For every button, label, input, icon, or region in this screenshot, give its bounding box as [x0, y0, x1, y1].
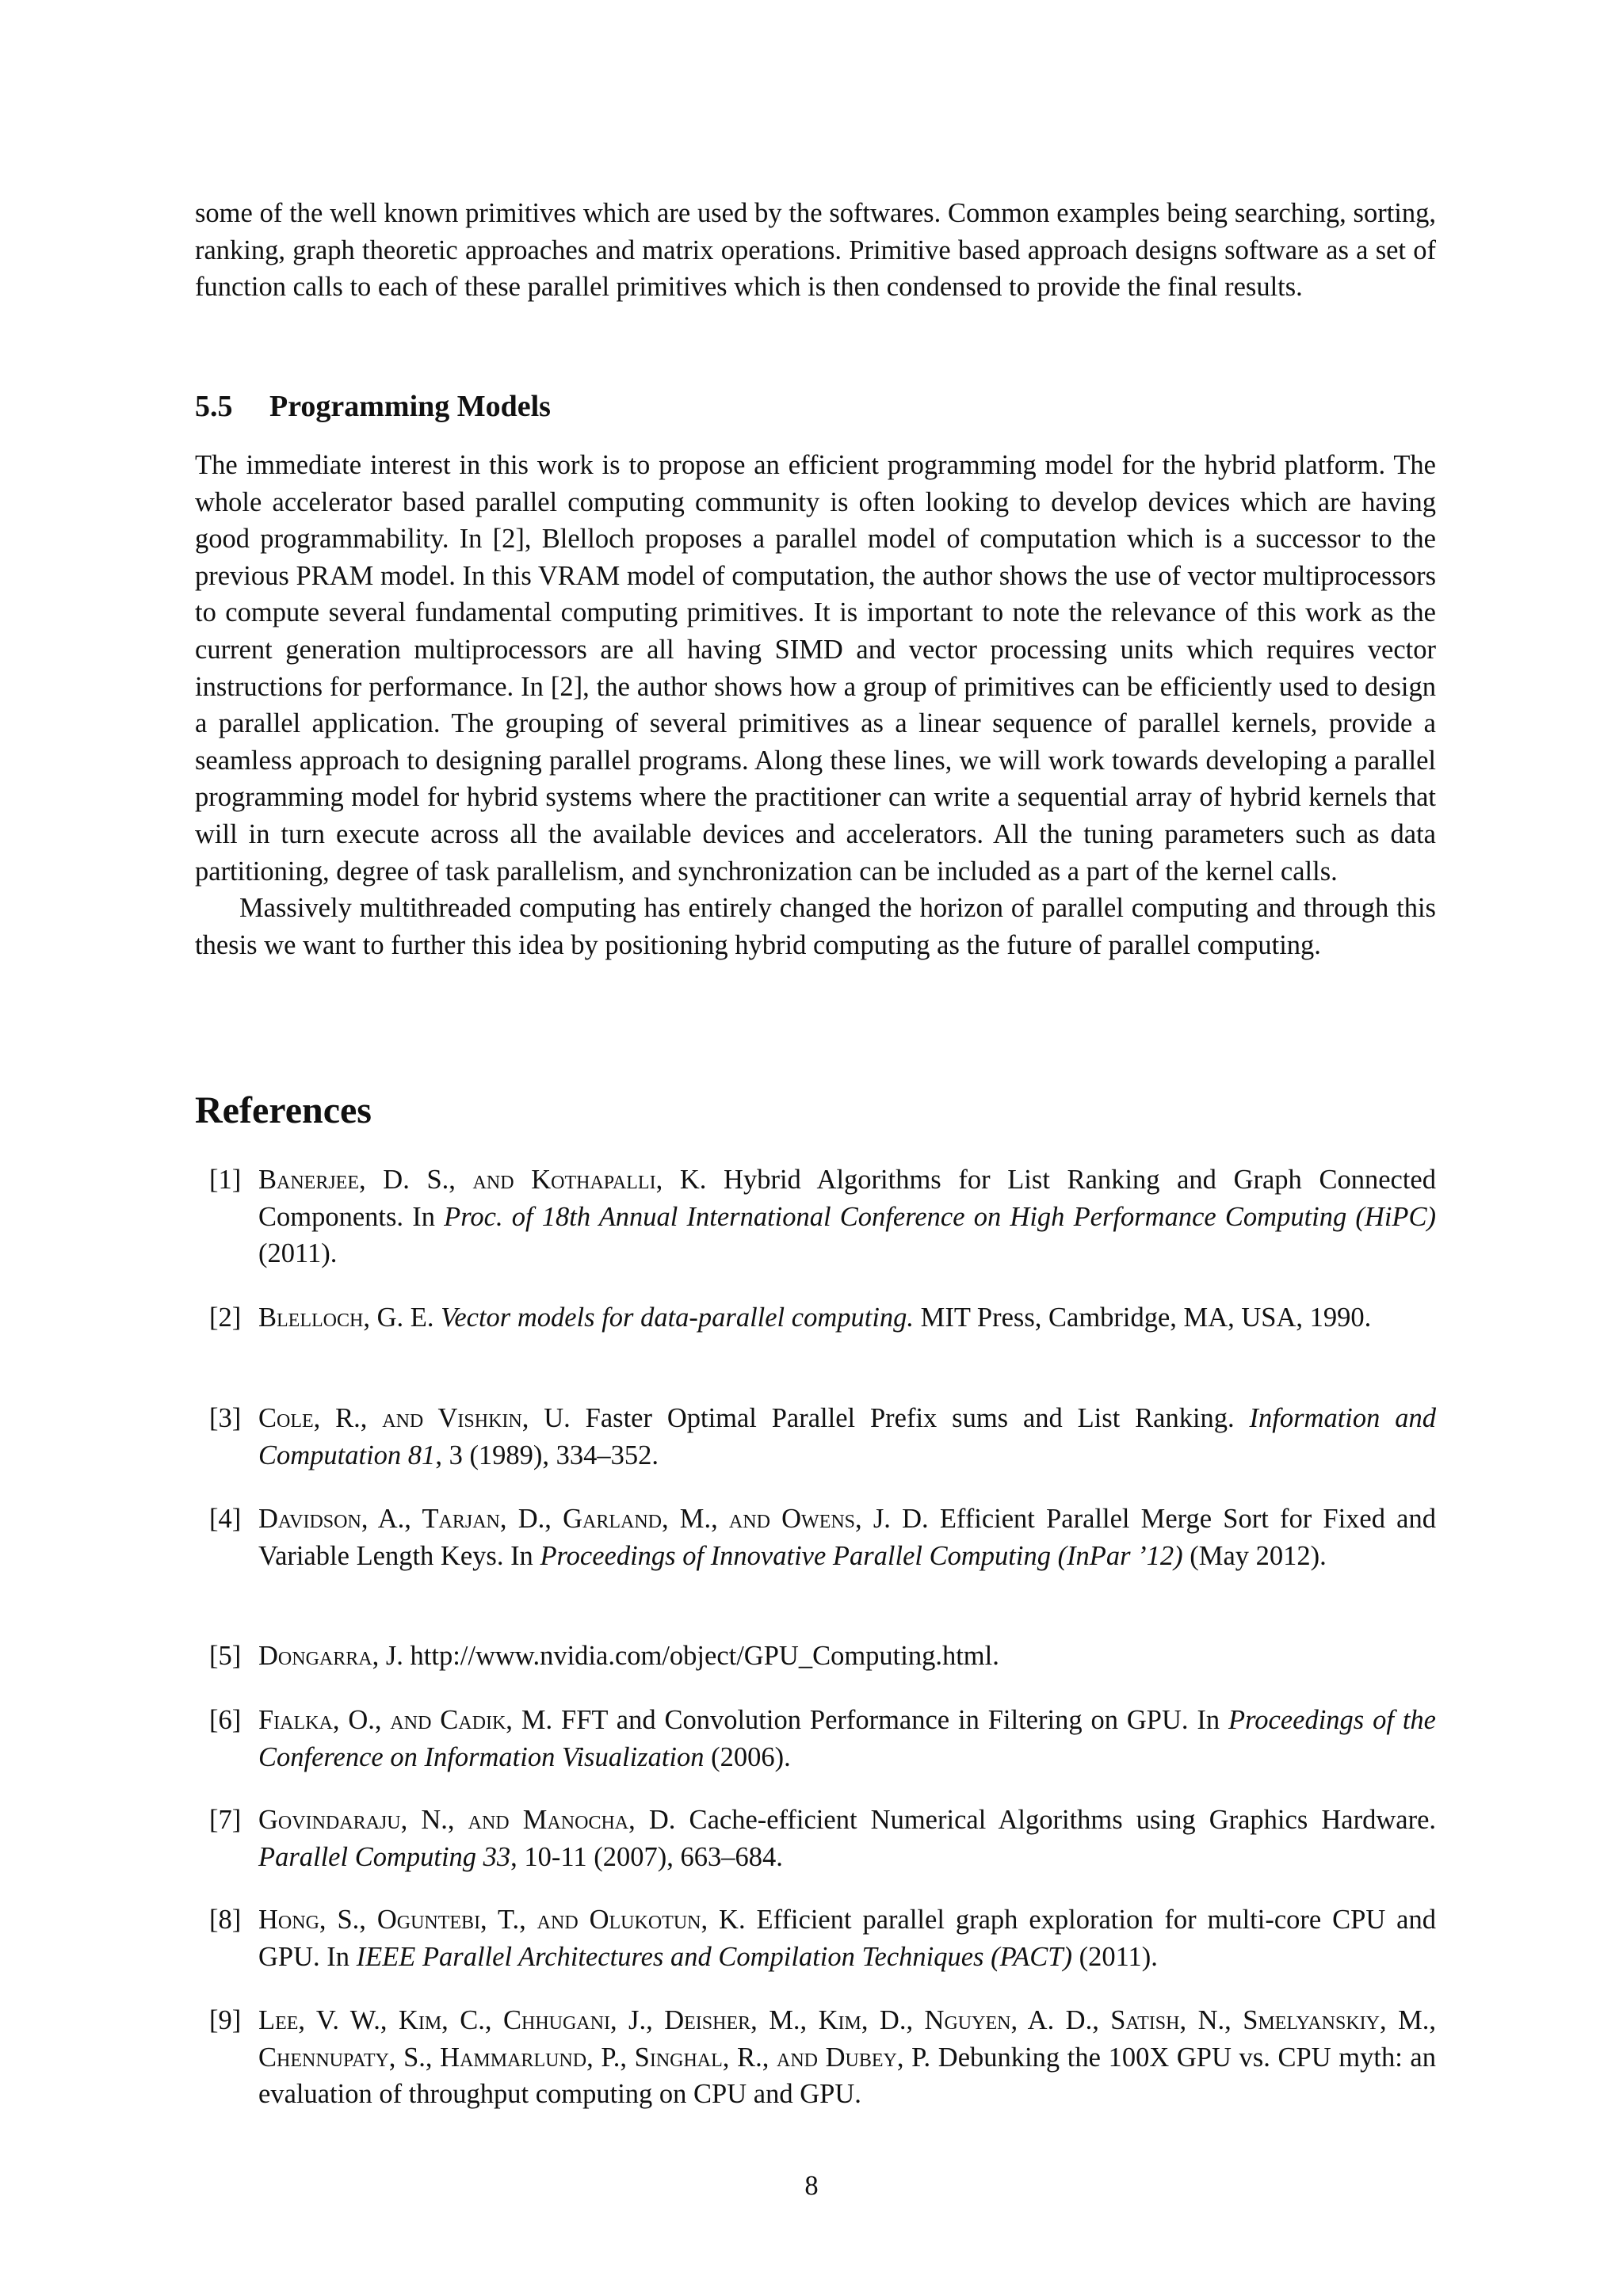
reference-details: , 10-11 (2007), 663–684. [510, 1841, 783, 1872]
reference-details: , 3 (1989), 334–352. [435, 1440, 659, 1470]
reference-7 [195, 1802, 1436, 1875]
reference-label: [6] [209, 1705, 242, 1735]
reference-label: [2] [209, 1302, 242, 1333]
reference-label: [7] [209, 1805, 242, 1835]
section-paragraph-1: The immediate interest in this work is to propose an efficient programming model for the hybrid platform. The whole accelerator based parallel computing community is often looking to develop devices which are having good programmability. In [2], Blelloch proposes a parallel model of computation which is a successor to the previous PRAM model. In this VRAM model of computation, the author shows the use of vector multiprocessors to compute several fundamental computing primitives. It is important to note the relevance of this work as the current generation multiprocessors are all having SIMD and vector processing units which requires vector instructions for performance. In [2], the author shows how a group of primitives can be efficiently used to design a parallel application. The grouping of several primitives as a linear sequence of parallel kernels, provide a seamless approach to designing parallel programs. Along these lines, we will work towards developing a parallel programming model for hybrid systems where the practitioner can write a sequential array of hybrid kernels that will in turn execute across all the available devices and accelerators. All the tuning parameters such as data partitioning, degree of task parallelism, and synchronization can be included as a part of the kernel calls. [195, 450, 1436, 887]
reference-8 [195, 1901, 1436, 1975]
reference-title: Hybrid Algorithms for List Ranking and Graph Connected Components. In [258, 1165, 1436, 1232]
reference-venue: Proceedings of the Conference on Information Visualization [258, 1705, 1436, 1772]
reference-venue: Parallel Computing 33 [258, 1841, 511, 1872]
reference-title [433, 1302, 441, 1333]
intro-paragraph-block [195, 195, 1436, 306]
reference-title: Efficient Parallel Merge Sort for Fixed and Variable Length Keys. In [258, 1504, 1436, 1571]
reference-details: (May 2012). [1182, 1540, 1327, 1571]
reference-title: Debunking the 100X GPU vs. CPU myth: an evaluation of throughput computing on CPU and GPU. [258, 2042, 1436, 2110]
reference-label: [3] [209, 1403, 242, 1433]
section-title: Programming Models [269, 390, 551, 423]
reference-details: (2011). [1071, 1941, 1158, 1972]
reference-text [258, 1161, 1436, 1272]
reference-title: Efficient parallel graph exploration for multi-core CPU and GPU. In [258, 1905, 1436, 1972]
reference-text [258, 1638, 1436, 1675]
reference-text [258, 1901, 1436, 1975]
section-paragraph-2: Massively multithreaded computing has entirely changed the horizon of parallel computing and through this thesis we want to further this idea by positioning hybrid computing as the future of parallel computing. [195, 893, 1436, 960]
reference-text [258, 1702, 1436, 1775]
reference-title: Cache-efficient Numerical Algorithms using Graphics Hardware. [675, 1805, 1437, 1835]
reference-title: Faster Optimal Parallel Prefix sums and List Ranking. [570, 1403, 1250, 1433]
reference-authors: Govindaraju, N., and Manocha, D. [258, 1805, 676, 1835]
section-body [195, 447, 1436, 963]
reference-authors: Cole, R., and Vishkin, U. [258, 1403, 571, 1433]
reference-venue: Proceedings of Innovative Parallel Computing (InPar ’12) [540, 1540, 1183, 1571]
reference-details: MIT Press, Cambridge, MA, USA, 1990. [914, 1302, 1372, 1333]
reference-details: (2006). [704, 1741, 791, 1772]
reference-text [258, 1802, 1436, 1875]
intro-paragraph: some of the well known primitives which are used by the softwares. Common examples being searching, sorting, ranking, graph theoretic approaches and matrix operations. Primitive based approach designs software as a set of function calls to each of these parallel primitives which is then condensed to provide the final results. [195, 198, 1436, 303]
reference-label: [5] [209, 1641, 242, 1671]
section-number: 5.5 [195, 390, 233, 423]
reference-9 [195, 2002, 1436, 2113]
reference-text [258, 1299, 1436, 1337]
references-heading: References [195, 1089, 372, 1131]
reference-label: [1] [209, 1165, 242, 1195]
page-number: 8 [804, 2171, 819, 2201]
section-heading [195, 388, 551, 425]
reference-label: [9] [209, 2005, 242, 2035]
reference-venue: Proc. of 18th Annual International Conference on High Performance Computing (HiPC) [444, 1201, 1436, 1232]
reference-title: http://www.nvidia.com/object/GPU_Computing.html. [403, 1641, 999, 1671]
reference-details: (2011). [258, 1238, 338, 1269]
reference-authors: Dongarra, J. [258, 1641, 403, 1671]
reference-authors: Fialka, O., and Cadik, M. [258, 1705, 553, 1735]
reference-2 [195, 1299, 1436, 1337]
reference-1 [195, 1161, 1436, 1272]
reference-text [258, 1400, 1436, 1474]
reference-6 [195, 1702, 1436, 1775]
reference-label: [8] [209, 1905, 242, 1935]
reference-title: FFT and Convolution Performance in Filtering on GPU. In [552, 1705, 1229, 1735]
reference-text [258, 1501, 1436, 1574]
reference-4 [195, 1501, 1436, 1574]
reference-venue: Information and Computation 81 [258, 1403, 1436, 1470]
reference-venue: IEEE Parallel Architectures and Compilation Techniques (PACT) [356, 1941, 1072, 1972]
reference-text [258, 2002, 1436, 2113]
reference-venue: Vector models for data-parallel computing. [441, 1302, 915, 1333]
reference-authors: Lee, V. W., Kim, C., Chhugani, J., Deisher, M., Kim, D., Nguyen, A. D., Satish, N., Smelyanskiy, M., Chennupaty, S., Hammarlund, P., Singhal, R., and Dubey, P. [258, 2005, 1436, 2073]
reference-authors: Davidson, A., Tarjan, D., Garland, M., and Owens, J. D. [258, 1504, 929, 1534]
reference-3 [195, 1400, 1436, 1474]
reference-authors: Hong, S., Oguntebi, T., and Olukotun, K. [258, 1905, 746, 1935]
reference-5 [195, 1638, 1436, 1675]
reference-authors: Banerjee, D. S., and Kothapalli, K. [258, 1165, 707, 1195]
reference-label: [4] [209, 1504, 242, 1534]
reference-authors: Blelloch, G. E. [258, 1302, 434, 1333]
